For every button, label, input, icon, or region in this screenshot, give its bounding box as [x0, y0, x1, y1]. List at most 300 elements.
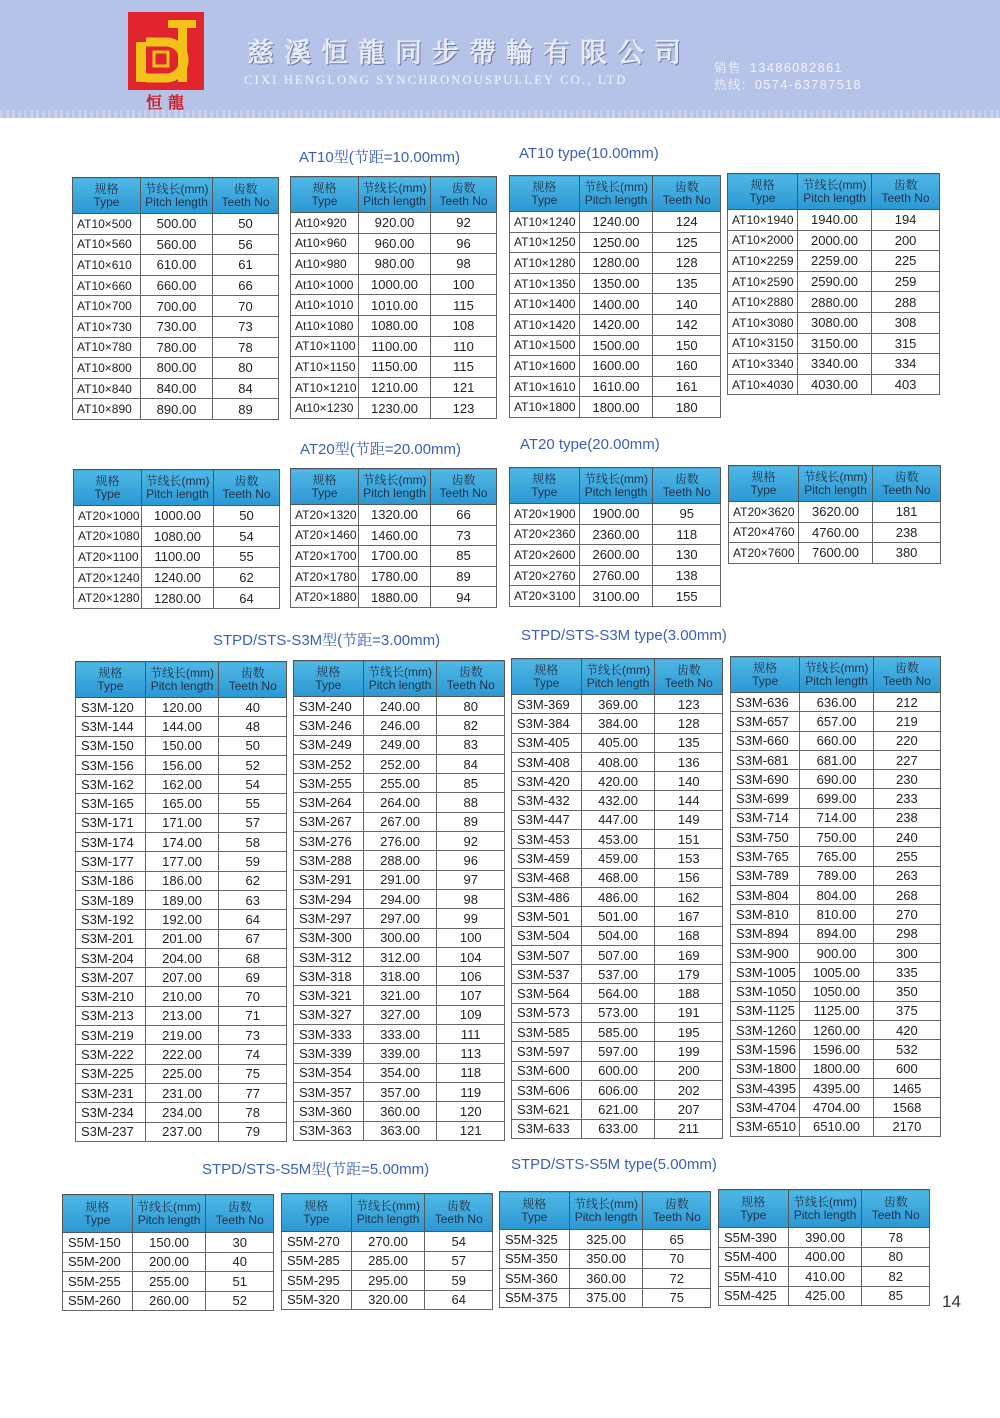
table-row — [294, 851, 505, 870]
table-row — [73, 358, 279, 379]
s5m-table-2 — [281, 1193, 493, 1310]
table-row — [76, 833, 287, 852]
col-header-teeth — [437, 661, 505, 697]
table-row — [63, 1252, 274, 1272]
cell-teeth: 268 — [873, 885, 940, 904]
cell-pitch-length: 237.00 — [145, 1122, 219, 1141]
at10-title-cn: AT10型(节距=10.00mm) — [299, 149, 461, 166]
table-row — [291, 357, 497, 378]
table-row — [76, 813, 287, 832]
cell-pitch-length: 2600.00 — [579, 545, 653, 566]
cell-pitch-length: 1780.00 — [358, 566, 430, 587]
cell-type: S3M-213 — [76, 1006, 146, 1025]
cell-teeth: 75 — [219, 1064, 287, 1083]
col-header-pitch-length — [358, 469, 430, 505]
cell-pitch-length: 2259.00 — [797, 251, 871, 272]
cell-type: S3M-4395 — [731, 1078, 800, 1097]
cell-teeth: 99 — [437, 909, 505, 928]
table-row — [76, 775, 287, 794]
cell-pitch-length: 1420.00 — [579, 314, 653, 335]
cell-type: AT10×1940 — [728, 210, 798, 231]
cell-type: S5M-360 — [500, 1269, 570, 1289]
table-row — [731, 982, 941, 1001]
cell-pitch-length: 765.00 — [800, 847, 874, 866]
table-row — [510, 565, 721, 586]
cell-teeth: 334 — [872, 354, 940, 375]
cell-pitch-length: 3340.00 — [797, 354, 871, 375]
cell-teeth: 238 — [873, 808, 940, 827]
cell-teeth: 80 — [437, 697, 505, 716]
cell-teeth: 532 — [873, 1040, 940, 1059]
cell-teeth: 100 — [437, 928, 505, 947]
table-row — [73, 275, 279, 296]
cell-type: S3M-192 — [76, 910, 146, 929]
cell-type: S3M-504 — [512, 926, 582, 945]
cell-type: S3M-420 — [512, 772, 582, 791]
cell-pitch-length: 730.00 — [140, 316, 212, 337]
table-row — [510, 524, 721, 545]
table-row — [76, 852, 287, 871]
cell-type: AT10×500 — [73, 214, 141, 235]
col-header-type-en: Type — [531, 484, 558, 499]
col-header-type-en: Type — [750, 482, 777, 497]
col-header-teeth-en: Teeth No — [434, 1211, 483, 1226]
cell-type: S3M-501 — [512, 907, 582, 926]
col-header-type — [512, 659, 582, 695]
cell-type: S3M-765 — [731, 847, 800, 866]
cell-type: S3M-789 — [731, 866, 800, 885]
col-header-pitch-length-en: Pitch length — [793, 1207, 857, 1222]
col-header-pitch-length-cn: 节线长(mm) — [804, 660, 869, 675]
table-row — [291, 213, 497, 234]
table-row — [76, 1103, 287, 1122]
cell-pitch-length: 1700.00 — [358, 546, 430, 567]
cell-teeth: 128 — [653, 253, 721, 274]
col-header-type — [63, 1195, 133, 1233]
table-row — [731, 905, 941, 924]
cell-teeth: 207 — [655, 1100, 723, 1119]
cell-type: S3M-120 — [76, 698, 146, 717]
cell-pitch-length: 2360.00 — [579, 524, 653, 545]
col-header-teeth-en: Teeth No — [871, 1207, 920, 1222]
cell-type: S3M-405 — [512, 733, 582, 752]
table-row — [510, 335, 721, 356]
cell-teeth: 120 — [437, 1102, 505, 1121]
table-row — [294, 1025, 505, 1044]
cell-type: S3M-252 — [294, 754, 364, 773]
cell-type: At10×960 — [291, 233, 359, 254]
cell-type: S3M-204 — [76, 948, 146, 967]
table-header-row — [731, 657, 941, 693]
cell-type: S3M-660 — [731, 731, 800, 750]
cell-pitch-length: 700.00 — [140, 296, 212, 317]
cell-teeth: 212 — [873, 693, 940, 712]
s3m-table-1 — [75, 661, 287, 1142]
cell-pitch-length: 4704.00 — [800, 1098, 874, 1117]
cell-pitch-length: 213.00 — [145, 1006, 219, 1025]
col-header-teeth-cn: 齿数 — [674, 179, 699, 194]
table-row — [512, 695, 723, 714]
cell-pitch-length: 1880.00 — [358, 587, 430, 608]
cell-type: AT20×1000 — [74, 506, 142, 527]
cell-pitch-length: 186.00 — [145, 871, 219, 890]
cell-pitch-length: 1080.00 — [358, 315, 430, 336]
col-header-pitch-length — [140, 178, 212, 214]
cell-teeth: 55 — [214, 547, 280, 568]
table-header-row — [729, 466, 941, 502]
cell-type: AT10×700 — [73, 296, 141, 317]
table-row — [728, 230, 940, 251]
table-header-row — [63, 1195, 274, 1233]
cell-teeth: 104 — [437, 947, 505, 966]
cell-type: AT20×1280 — [74, 588, 142, 609]
cell-pitch-length: 150.00 — [132, 1233, 206, 1253]
cell-teeth: 121 — [437, 1121, 505, 1140]
s5m-title-cn: STPD/STS-S5M型(节距=5.00mm) — [202, 1161, 430, 1178]
cell-type: AT10×1420 — [510, 314, 580, 335]
table-row — [73, 234, 279, 255]
cell-teeth: 97 — [437, 870, 505, 889]
cell-pitch-length: 410.00 — [788, 1267, 862, 1287]
cell-pitch-length: 681.00 — [800, 750, 874, 769]
cell-type: S3M-4704 — [731, 1098, 800, 1117]
cell-pitch-length: 288.00 — [363, 851, 437, 870]
cell-type: S3M-507 — [512, 945, 582, 964]
col-header-teeth — [431, 177, 497, 213]
col-header-type — [74, 470, 142, 506]
table-row — [76, 794, 287, 813]
cell-pitch-length: 1596.00 — [800, 1040, 874, 1059]
table-row — [294, 967, 505, 986]
cell-type: S3M-1125 — [731, 1001, 800, 1020]
table-row — [74, 547, 280, 568]
cell-pitch-length: 333.00 — [363, 1025, 437, 1044]
table-row — [282, 1271, 493, 1291]
s3m-title-en: STPD/STS-S3M type(3.00mm) — [521, 627, 727, 644]
cell-type: S3M-276 — [294, 832, 364, 851]
cell-type: S5M-255 — [63, 1272, 133, 1292]
cell-teeth: 50 — [214, 506, 280, 527]
cell-pitch-length: 606.00 — [581, 1080, 655, 1099]
col-header-teeth — [643, 1192, 711, 1230]
cell-teeth: 78 — [862, 1228, 930, 1248]
cell-pitch-length: 2590.00 — [797, 271, 871, 292]
cell-teeth: 149 — [655, 810, 723, 829]
cell-type: S5M-390 — [719, 1228, 789, 1248]
cell-pitch-length: 177.00 — [145, 852, 219, 871]
table-header-row — [291, 469, 497, 505]
table-row — [510, 545, 721, 566]
cell-pitch-length: 297.00 — [363, 909, 437, 928]
col-header-type-cn: 规格 — [95, 473, 120, 488]
cell-pitch-length: 1100.00 — [358, 336, 430, 357]
cell-type: AT20×1240 — [74, 567, 142, 588]
cell-pitch-length: 285.00 — [351, 1251, 425, 1271]
table-row — [731, 924, 941, 943]
cell-pitch-length: 369.00 — [581, 695, 655, 714]
cell-type: S3M-657 — [731, 712, 800, 731]
table-row — [74, 506, 280, 527]
cell-type: AT10×1150 — [291, 357, 359, 378]
cell-type: S3M-453 — [512, 830, 582, 849]
col-header-teeth-en: Teeth No — [228, 678, 277, 693]
cell-pitch-length: 699.00 — [800, 789, 874, 808]
cell-teeth: 160 — [653, 356, 721, 377]
cell-type: AT10×4030 — [728, 374, 798, 395]
col-header-type-cn: 规格 — [316, 664, 341, 679]
col-header-pitch-length-en: Pitch length — [368, 677, 432, 692]
cell-teeth: 64 — [214, 588, 280, 609]
cell-pitch-length: 507.00 — [581, 945, 655, 964]
cell-pitch-length: 318.00 — [363, 967, 437, 986]
table-row — [76, 1083, 287, 1102]
cell-type: S3M-297 — [294, 909, 364, 928]
cell-pitch-length: 4395.00 — [800, 1078, 874, 1097]
table-row — [294, 1005, 505, 1024]
col-header-pitch-length — [145, 662, 219, 698]
table-row — [74, 526, 280, 547]
col-header-type-cn: 规格 — [750, 177, 775, 192]
table-row — [512, 752, 723, 771]
cell-pitch-length: 980.00 — [358, 254, 430, 275]
cell-teeth: 315 — [872, 333, 940, 354]
cell-type: AT20×1100 — [74, 547, 142, 568]
cell-type: S3M-810 — [731, 905, 800, 924]
table-row — [728, 374, 940, 395]
at20-title-cn: AT20型(节距=20.00mm) — [300, 441, 462, 458]
cell-type: AT20×1320 — [291, 505, 359, 526]
cell-pitch-length: 1260.00 — [800, 1021, 874, 1040]
col-header-pitch-length-en: Pitch length — [150, 678, 214, 693]
table-row — [294, 735, 505, 754]
cell-teeth: 135 — [655, 733, 723, 752]
cell-teeth: 200 — [872, 230, 940, 251]
cell-pitch-length: 207.00 — [145, 968, 219, 987]
cell-pitch-length: 960.00 — [358, 233, 430, 254]
cell-pitch-length: 1240.00 — [141, 567, 213, 588]
cell-teeth: 69 — [219, 968, 287, 987]
cell-type: S3M-177 — [76, 852, 146, 871]
cell-pitch-length: 420.00 — [581, 772, 655, 791]
col-header-pitch-length-en: Pitch length — [574, 1209, 638, 1224]
cell-pitch-length: 621.00 — [581, 1100, 655, 1119]
cell-teeth: 52 — [219, 755, 287, 774]
cell-type: AT20×1780 — [291, 566, 359, 587]
col-header-teeth — [862, 1190, 930, 1228]
table-row — [291, 336, 497, 357]
table-row — [512, 1042, 723, 1061]
col-header-pitch-length — [797, 174, 871, 210]
cell-teeth: 161 — [653, 376, 721, 397]
cell-teeth: 51 — [206, 1272, 274, 1292]
cell-pitch-length: 291.00 — [363, 870, 437, 889]
cell-teeth: 80 — [213, 358, 279, 379]
col-header-pitch-length-en: Pitch length — [145, 194, 208, 209]
cell-teeth: 67 — [219, 929, 287, 948]
cell-type: S3M-750 — [731, 828, 800, 847]
cell-teeth: 225 — [872, 251, 940, 272]
cell-type: S3M-537 — [512, 965, 582, 984]
cell-teeth: 140 — [655, 772, 723, 791]
cell-pitch-length: 325.00 — [569, 1230, 643, 1250]
cell-pitch-length: 453.00 — [581, 830, 655, 849]
table-row — [512, 945, 723, 964]
cell-type: S3M-6510 — [731, 1117, 800, 1136]
cell-teeth: 191 — [655, 1003, 723, 1022]
cell-teeth: 220 — [873, 731, 940, 750]
table-row — [512, 965, 723, 984]
table-row — [294, 1102, 505, 1121]
col-header-teeth — [219, 662, 287, 698]
table-row — [729, 543, 941, 564]
cell-type: AT20×2760 — [510, 565, 580, 586]
cell-teeth: 65 — [643, 1230, 711, 1250]
cell-type: At10×1080 — [291, 315, 359, 336]
page-number: 14 — [942, 1292, 961, 1311]
table-row — [500, 1288, 711, 1308]
cell-pitch-length: 1010.00 — [358, 295, 430, 316]
cell-pitch-length: 249.00 — [363, 735, 437, 754]
cell-teeth: 77 — [219, 1083, 287, 1102]
col-header-pitch-length-en: Pitch length — [804, 482, 867, 497]
cell-teeth: 57 — [425, 1251, 493, 1271]
hotline-contact — [714, 75, 862, 93]
cell-teeth: 118 — [653, 524, 721, 545]
cell-type: AT10×1610 — [510, 376, 580, 397]
at20-table-3 — [509, 467, 721, 607]
table-row — [74, 567, 280, 588]
cell-type: S5M-400 — [719, 1247, 789, 1267]
cell-pitch-length: 789.00 — [800, 866, 874, 885]
cell-teeth: 111 — [437, 1025, 505, 1044]
table-row — [731, 1059, 941, 1078]
cell-pitch-length: 162.00 — [145, 775, 219, 794]
company-name-cn: 慈溪恒龍同步帶輪有限公司 — [247, 38, 691, 69]
table-row — [731, 866, 941, 885]
cell-pitch-length: 4030.00 — [797, 374, 871, 395]
cell-pitch-length: 360.00 — [569, 1269, 643, 1289]
table-row — [76, 948, 287, 967]
col-header-teeth — [206, 1195, 274, 1233]
cell-pitch-length: 363.00 — [363, 1121, 437, 1140]
cell-teeth: 82 — [862, 1267, 930, 1287]
cell-pitch-length: 657.00 — [800, 712, 874, 731]
cell-teeth: 68 — [219, 948, 287, 967]
cell-type: AT10×2880 — [728, 292, 798, 313]
table-row — [510, 586, 721, 607]
col-header-type-en: Type — [531, 192, 558, 207]
cell-teeth: 188 — [655, 984, 723, 1003]
cell-type: S3M-210 — [76, 987, 146, 1006]
cell-pitch-length: 840.00 — [140, 378, 212, 399]
cell-type: S3M-714 — [731, 808, 800, 827]
cell-pitch-length: 560.00 — [140, 234, 212, 255]
cell-teeth: 92 — [431, 213, 497, 234]
col-header-pitch-length-cn: 节线长(mm) — [362, 180, 427, 195]
cell-pitch-length: 633.00 — [581, 1119, 655, 1138]
col-header-type-en: Type — [521, 1209, 548, 1224]
cell-teeth: 66 — [431, 505, 497, 526]
cell-pitch-length: 660.00 — [140, 275, 212, 296]
table-row — [512, 1023, 723, 1042]
cell-type: S3M-363 — [294, 1121, 364, 1140]
cell-type: At10×1230 — [291, 398, 359, 419]
col-header-teeth — [213, 178, 279, 214]
cell-type: S5M-295 — [282, 1271, 352, 1291]
table-row — [294, 832, 505, 851]
cell-teeth: 59 — [425, 1271, 493, 1291]
logo-mark-icon — [128, 12, 204, 90]
at10-title-en: AT10 type(10.00mm) — [519, 145, 659, 162]
table-row — [512, 907, 723, 926]
table-header-row — [510, 176, 721, 212]
col-header-type — [728, 174, 798, 210]
cell-teeth: 115 — [431, 357, 497, 378]
table-row — [294, 754, 505, 773]
cell-pitch-length: 459.00 — [581, 849, 655, 868]
col-header-teeth-cn: 齿数 — [664, 1196, 689, 1211]
col-header-teeth-en: Teeth No — [652, 1209, 701, 1224]
table-row — [719, 1247, 930, 1267]
col-header-teeth-cn: 齿数 — [674, 471, 699, 486]
cell-pitch-length: 360.00 — [363, 1102, 437, 1121]
cell-pitch-length: 255.00 — [363, 774, 437, 793]
cell-teeth: 350 — [873, 982, 940, 1001]
cell-teeth: 54 — [425, 1232, 493, 1252]
table-row — [294, 909, 505, 928]
cell-teeth: 135 — [653, 273, 721, 294]
col-header-pitch-length — [569, 1192, 643, 1230]
col-header-teeth-cn: 齿数 — [893, 177, 918, 192]
cell-teeth: 200 — [655, 1061, 723, 1080]
cell-teeth: 79 — [219, 1122, 287, 1141]
table-row — [73, 378, 279, 399]
cell-type: AT20×3100 — [510, 586, 580, 607]
cell-type: S3M-1260 — [731, 1021, 800, 1040]
cell-teeth: 70 — [213, 296, 279, 317]
cell-type: S3M-186 — [76, 871, 146, 890]
cell-teeth: 56 — [213, 234, 279, 255]
cell-teeth: 40 — [219, 698, 287, 717]
cell-teeth: 96 — [431, 233, 497, 254]
cell-type: S3M-900 — [731, 943, 800, 962]
cell-teeth: 1568 — [873, 1098, 940, 1117]
cell-pitch-length: 1500.00 — [579, 335, 653, 356]
cell-pitch-length: 150.00 — [145, 736, 219, 755]
cell-pitch-length: 3100.00 — [579, 586, 653, 607]
table-row — [291, 377, 497, 398]
cell-pitch-length: 234.00 — [145, 1103, 219, 1122]
cell-pitch-length: 1210.00 — [358, 377, 430, 398]
cell-pitch-length: 800.00 — [140, 358, 212, 379]
cell-type: S3M-162 — [76, 775, 146, 794]
cell-pitch-length: 1280.00 — [579, 253, 653, 274]
cell-pitch-length: 804.00 — [800, 885, 874, 904]
table-header-row — [74, 470, 280, 506]
cell-type: AT10×660 — [73, 275, 141, 296]
cell-teeth: 66 — [213, 275, 279, 296]
col-header-type-en: Type — [303, 1211, 330, 1226]
table-row — [510, 314, 721, 335]
cell-pitch-length: 408.00 — [581, 752, 655, 771]
col-header-type-cn: 规格 — [85, 1199, 110, 1214]
cell-teeth: 78 — [213, 337, 279, 358]
cell-teeth: 199 — [655, 1042, 723, 1061]
cell-teeth: 73 — [219, 1026, 287, 1045]
cell-pitch-length: 201.00 — [145, 929, 219, 948]
cell-pitch-length: 200.00 — [132, 1252, 206, 1272]
col-header-type-cn: 规格 — [98, 665, 123, 680]
